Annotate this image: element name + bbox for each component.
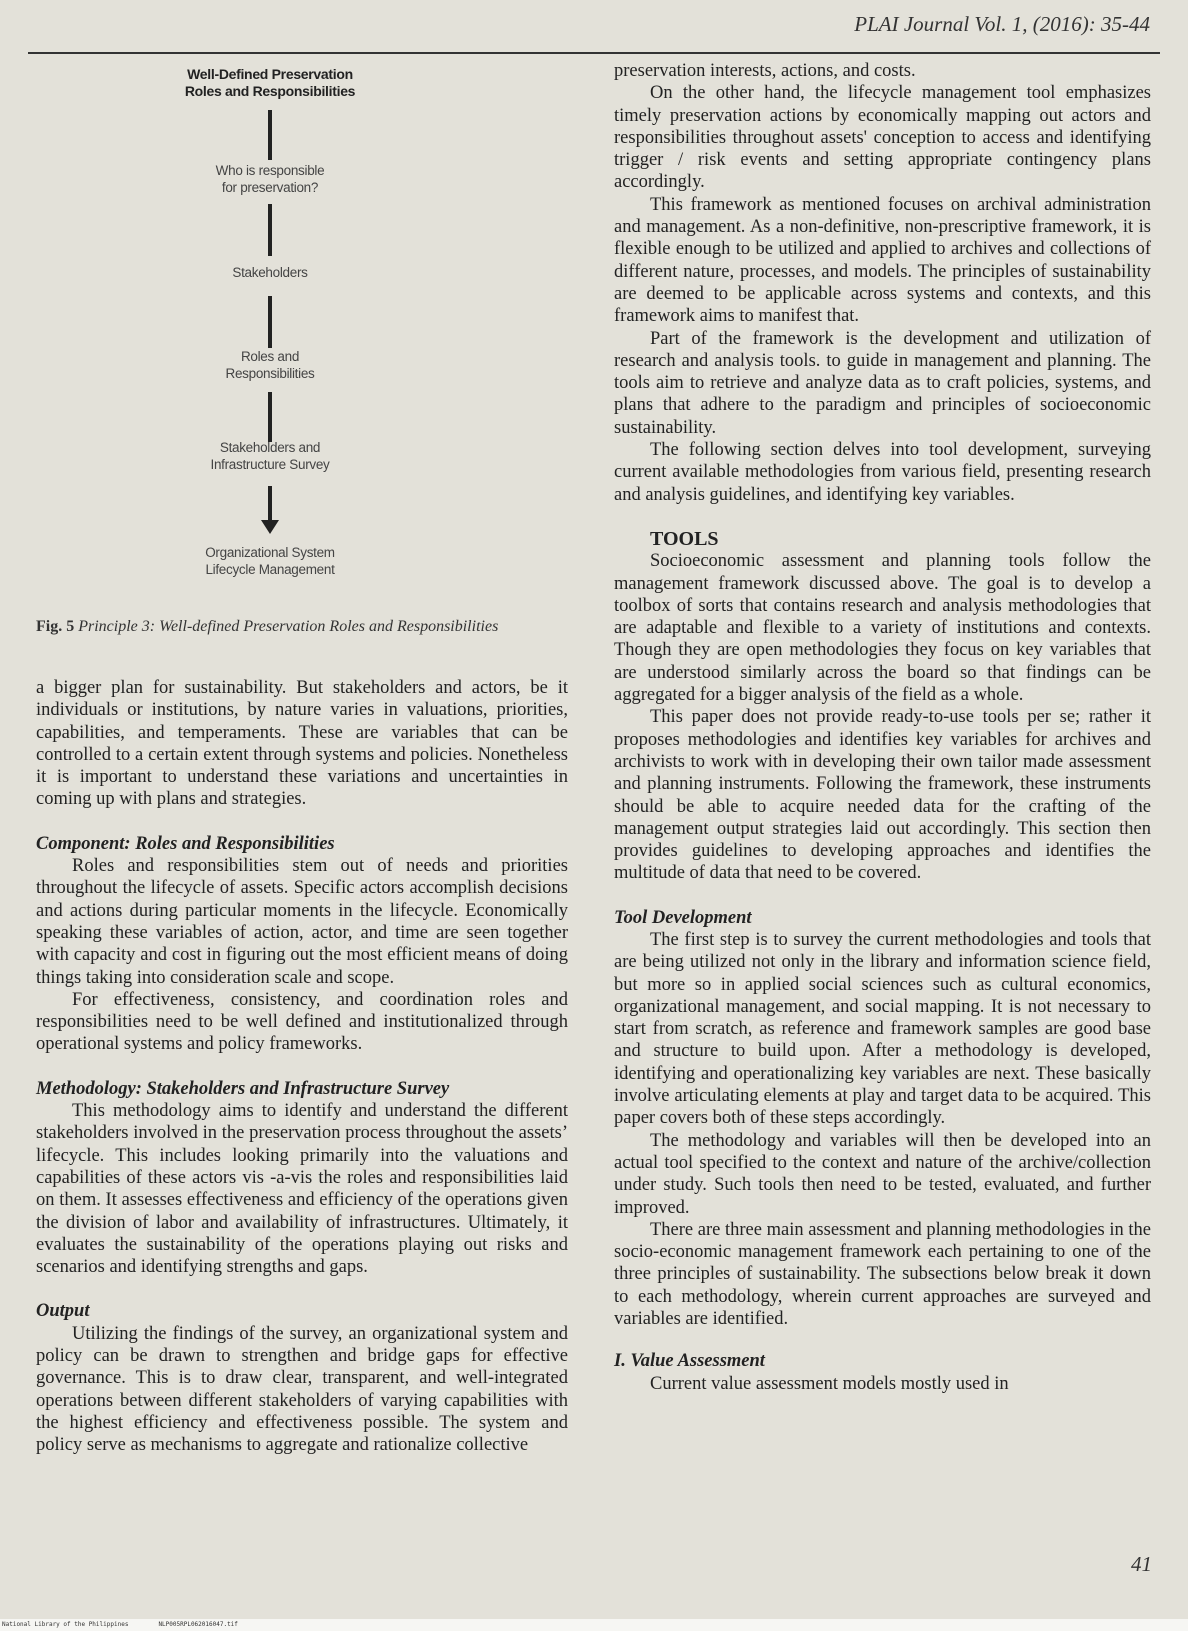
journal-header: PLAI Journal Vol. 1, (2016): 35-44 xyxy=(854,12,1150,36)
flow-node-roles xyxy=(150,348,390,382)
scan-source: National Library of the Philippines xyxy=(2,1621,129,1628)
paragraph: Roles and responsibilities stem out of needs and priorities throughout the lifecycle of assets. Specific actors accomplish decisions and actions during particular moments in the lifecycle. Economically speaking these variables of action, actor, and time are seen together with capacity and cost in figuring out the most efficient means of doing things taking into consideration scale and scope. xyxy=(36,856,568,988)
section-heading: Output xyxy=(36,1301,90,1322)
paragraph: For effectiveness, consistency, and coordination roles and responsibilities need to be well defined and institutionalized through operational systems and policy frameworks. xyxy=(36,989,568,1055)
paragraph: This methodology aims to identify and understand the different stakeholders involved in the preservation process throughout the assets’ lifecycle. This includes looking primarily into the valuations and capabilities of these actors vis -a-vis the roles and responsibilities laid on them. It assesses effectiveness and efficiency of the operations given the division of labor and availability of infrastructures. Ultimately, it evaluates the sustainability of the operations playing out risks and scenarios and identifying strengths and gaps. xyxy=(36,1101,568,1278)
flow-node-text: Responsibilities xyxy=(225,366,315,381)
paragraph: a bigger plan for sustainability. But stakeholders and actors, be it individuals or institutions, by nature varies in valuations, priorities, capabilities, and temperaments. These are variables that can be controlled to a certain extent through systems and policies. Nonetheless it is important to understand these variations and uncertainties in coming up with plans and strategies. xyxy=(36,678,568,810)
figure-title-line: Well-Defined Preservation xyxy=(187,66,353,82)
paragraph: The methodology and variables will then be developed into an actual tool specified to the context and nature of the archive/collection under study. Such tools then need to be tested, evaluated, and further improved. xyxy=(614,1130,1151,1218)
section-heading-tools: TOOLS xyxy=(650,527,719,550)
section-heading: Tool Development xyxy=(614,907,752,928)
figure-title xyxy=(150,66,390,100)
flow-node-text: Who is responsible xyxy=(215,163,325,178)
flow-node-text: Roles and xyxy=(240,349,300,364)
header-rule xyxy=(28,52,1160,54)
caption-label: Fig. 5 xyxy=(36,618,75,635)
scan-filename: NLP005RPL062016047.tif xyxy=(158,1621,238,1628)
paragraph: Socioeconomic assessment and planning tools follow the management framework discussed above. The goal is to develop a toolbox of sorts that contains research and analysis methodologies that are adaptable and flexible to a variety of institutions and contexts. Though they are open methodologies they focus on key variables that are understood similarly across the board so that findings can be aggregated for a bigger analysis of the field as a whole. xyxy=(614,551,1151,706)
flow-connector xyxy=(268,110,272,160)
flow-connector xyxy=(268,204,272,256)
flow-node-text: Lifecycle Management xyxy=(205,562,335,577)
flow-node-lifecycle xyxy=(150,544,390,578)
paragraph: Part of the framework is the development and utilization of research and analysis tools. to guide in management and planning. The tools aim to retrieve and analyze data as to craft policies, systems, and plans that adhere to the paradigm and principles of socioeconomic sustainability. xyxy=(614,328,1151,438)
page-number: 41 xyxy=(1131,1552,1152,1576)
flow-node-text: Stakeholders xyxy=(232,265,308,280)
paragraph: The following section delves into tool development, surveying current available methodologies from various field, presenting research and analysis guidelines, and identifying key variables. xyxy=(614,440,1151,505)
paragraph: The first step is to survey the current methodologies and tools that are being utilized not only in the library and information science field, but more so in applied social sciences such as cultural economics, organizational management, and social mapping. It is not necessary to start from scratch, as reference and framework samples are good base and structure to build upon. After a methodology is developed, identifying and operationalizing key variables are next. These basically involve articulating elements at play and target data to be acquired. This paper covers both of these steps accordingly. xyxy=(614,929,1151,1129)
flow-node-text: for preservation? xyxy=(221,180,319,195)
section-heading: Methodology: Stakeholders and Infrastructure Survey xyxy=(36,1078,450,1099)
paragraph: Current value assessment models mostly used in xyxy=(650,1373,1009,1394)
flow-connector xyxy=(268,392,272,442)
flow-node-text: Stakeholders and xyxy=(219,440,321,455)
figure-caption xyxy=(36,618,498,636)
paragraph: This framework as mentioned focuses on archival administration and management. As a non-definitive, non-prescriptive framework, it is flexible enough to be utilized and applied to archives and collections of different nature, processes, and models. The principles of sustainability are deemed to be applicable across systems and contexts, and this framework aims to manifest that. xyxy=(614,194,1151,327)
flow-node-survey xyxy=(150,439,390,473)
flow-node-stakeholders xyxy=(150,264,390,281)
paragraph: There are three main assessment and planning methodologies in the socio-economic management framework each pertaining to one of the three principles of sustainability. The subsections below break it down to each methodology, wherein current approaches are surveyed and variables are identified. xyxy=(614,1219,1151,1330)
flow-node-who-responsible xyxy=(150,162,390,196)
section-heading: I. Value Assessment xyxy=(614,1351,765,1372)
left-column xyxy=(36,677,568,1457)
flow-node-text: Infrastructure Survey xyxy=(210,457,330,472)
section-heading: Component: Roles and Responsibilities xyxy=(36,833,335,854)
arrow-down-icon xyxy=(259,486,281,536)
caption-text: Principle 3: Well-defined Preservation Roles and Responsibilities xyxy=(78,618,499,635)
flow-node-text: Organizational System xyxy=(205,545,335,560)
paragraph: Utilizing the findings of the survey, an organizational system and policy can be drawn to strengthen and bridge gaps for effective governance. This is to draw clear, transparent, and well-integrated operations between different stakeholders of varying capabilities with the highest efficiency and effectiveness possible. The system and policy serve as mechanisms to aggregate and rationalize collective xyxy=(36,1323,568,1456)
flow-connector xyxy=(268,296,272,348)
figure-title-line: Roles and Responsibilities xyxy=(184,83,356,99)
paragraph: On the other hand, the lifecycle management tool emphasizes timely preservation actions by economically mapping out actors and responsibilities throughout assets' conception to access and identifying trigger / risk events and setting appropriate contingency plans accordingly. xyxy=(614,83,1151,193)
paragraph: preservation interests, actions, and costs. xyxy=(614,61,916,81)
paragraph: This paper does not provide ready-to-use tools per se; rather it proposes methodologies and identifies key variables for archives and archivists to work with in developing their own tailor made assessment and planning instruments. Following the framework, these instruments should be able to acquire needed data for the crafting of the management output strategies laid out accordingly. This section then provides guidelines to developing approaches and identifies the multitude of data that need to be covered. xyxy=(614,707,1151,884)
right-column xyxy=(614,60,1151,1395)
scan-footer xyxy=(0,1619,1188,1631)
